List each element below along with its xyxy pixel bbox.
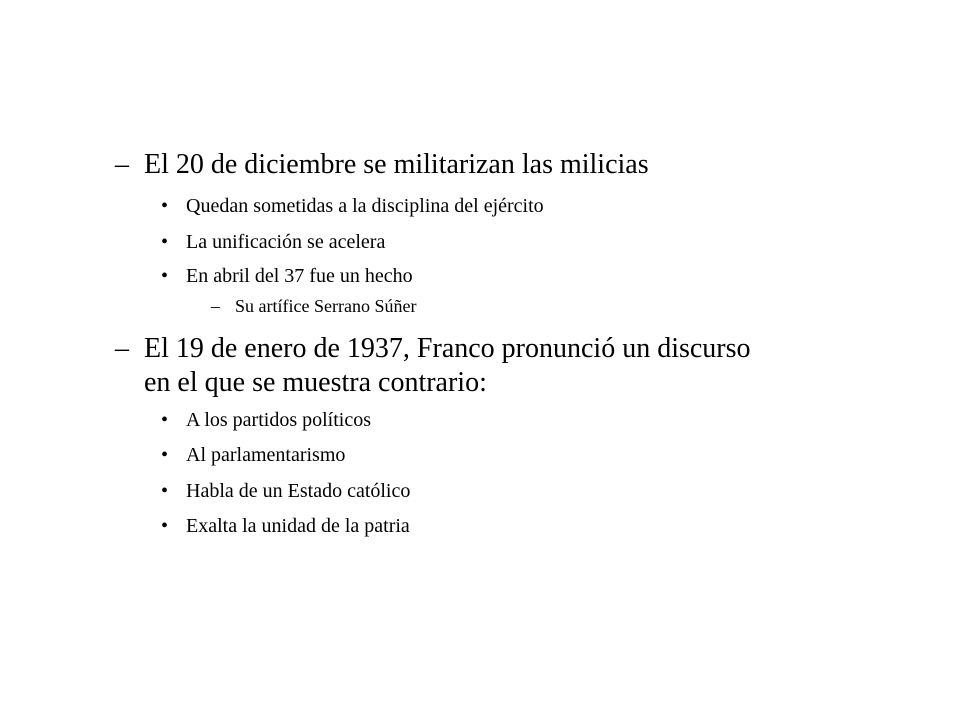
dash-marker: – [115,333,129,364]
level2-text: En abril del 37 fue un hecho [186,265,413,287]
bullet-marker: • [161,231,169,253]
bullet-marker: • [161,265,169,287]
bullet-marker: • [161,515,169,537]
level3-text: Su artífice Serrano Súñer [235,296,417,316]
level1-text: El 19 de enero de 1937, Franco pronunció un discurso [144,333,751,364]
dash-marker: – [115,149,129,180]
bullet-marker: • [161,444,169,466]
level2-text: Habla de un Estado católico [186,480,411,502]
level2-text: A los partidos políticos [186,409,371,431]
dash-marker: – [211,296,220,316]
level1-text: El 20 de diciembre se militarizan las milicias [144,149,649,180]
bullet-marker: • [161,409,169,431]
level1-text: en el que se muestra contrario: [144,367,487,398]
level2-text: Al parlamentarismo [186,444,346,466]
bullet-marker: • [161,195,169,217]
level2-text: La unificación se acelera [186,231,386,253]
bullet-marker: • [161,480,169,502]
level2-text: Exalta la unidad de la patria [186,515,410,537]
level2-text: Quedan sometidas a la disciplina del ejército [186,195,544,217]
